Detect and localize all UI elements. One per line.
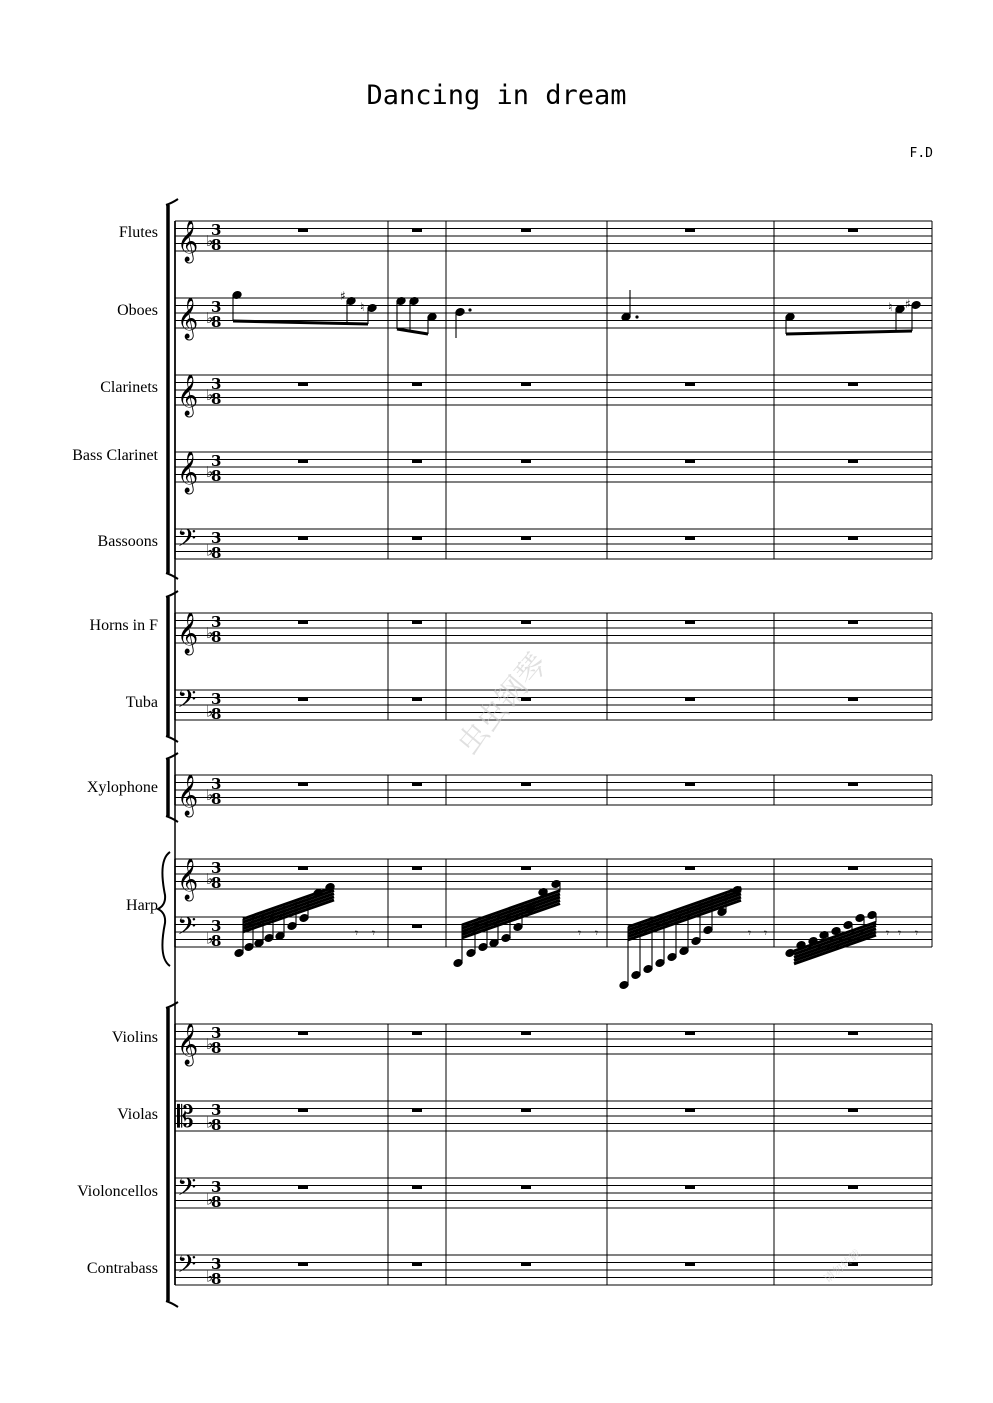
time-sig-denominator: 8 — [211, 544, 222, 562]
time-sig-denominator: 8 — [211, 1270, 222, 1288]
whole-rest — [685, 1185, 695, 1189]
time-sig-numerator: 3 — [211, 529, 222, 547]
whole-rest — [848, 536, 858, 540]
time-sig-denominator: 8 — [211, 1116, 222, 1134]
whole-rest — [412, 382, 422, 386]
eighth-rest: 𝄾 — [915, 926, 919, 940]
label-contrabass: Contrabass — [86, 1260, 158, 1277]
whole-rest — [412, 459, 422, 463]
time-sig-numerator: 3 — [211, 221, 222, 239]
sharp-accidental: ♯ — [340, 289, 346, 303]
brass-bracket-bottom — [166, 736, 178, 742]
flat-key-signature: ♭ — [206, 386, 214, 404]
woodwind-bracket-top — [166, 199, 178, 205]
flat-key-signature: ♭ — [206, 1113, 214, 1132]
time-sig-numerator: 3 — [211, 859, 222, 877]
harp-treble-rest — [298, 866, 308, 870]
whole-rest — [412, 228, 422, 232]
time-sig-denominator: 8 — [211, 313, 222, 331]
label-horns: Horns in F — [89, 617, 158, 634]
eighth-rest: 𝄾 — [898, 926, 902, 940]
whole-rest — [412, 697, 422, 701]
time-sig-numerator: 3 — [211, 1255, 222, 1273]
label-clarinets: Clarinets — [100, 379, 158, 396]
whole-rest — [298, 697, 308, 701]
time-sig-denominator: 8 — [211, 1193, 222, 1211]
eighth-rest: 𝄾 — [355, 926, 359, 940]
time-sig-numerator: 3 — [211, 917, 222, 935]
treble-clef: 𝄞 — [177, 375, 199, 416]
flat-key-signature: ♭ — [206, 786, 214, 804]
flat-key-signature: ♭ — [206, 309, 214, 327]
eighth-rest: 𝄾 — [748, 926, 752, 940]
harp-treble-rest — [685, 866, 695, 870]
flat-key-signature: ♭ — [206, 702, 214, 721]
whole-rest — [521, 1108, 531, 1112]
time-sig-denominator: 8 — [211, 790, 222, 808]
label-violoncellos: Violoncellos — [77, 1183, 158, 1200]
natural-accidental: ♮ — [360, 300, 365, 314]
note-beam — [233, 321, 368, 324]
whole-rest — [412, 536, 422, 540]
harp-bass-rest — [412, 924, 422, 928]
whole-rest — [848, 697, 858, 701]
flat-key-signature: ♭ — [206, 1267, 214, 1286]
whole-rest — [412, 620, 422, 624]
whole-rest — [521, 620, 531, 624]
whole-rest — [298, 1262, 308, 1266]
whole-rest — [521, 1031, 531, 1035]
time-sig-numerator: 3 — [211, 298, 222, 316]
eighth-rest: 𝄾 — [372, 926, 376, 940]
whole-rest — [298, 1031, 308, 1035]
whole-rest — [848, 1031, 858, 1035]
dot — [468, 308, 471, 311]
label-tuba: Tuba — [125, 694, 158, 711]
whole-rest — [685, 459, 695, 463]
whole-rest — [685, 228, 695, 232]
harp-treble-rest — [848, 866, 858, 870]
flat-key-signature: ♭ — [206, 624, 214, 642]
whole-rest — [848, 1108, 858, 1112]
time-sig-denominator: 8 — [211, 1039, 222, 1057]
note-beam — [462, 897, 560, 931]
whole-rest — [298, 228, 308, 232]
eighth-rest: 𝄾 — [578, 926, 582, 940]
strings-bracket-bottom — [166, 1301, 178, 1307]
whole-rest — [685, 536, 695, 540]
whole-rest — [298, 382, 308, 386]
time-sig-denominator: 8 — [211, 390, 222, 408]
percussion-bracket-bottom — [166, 816, 178, 822]
note-beam — [243, 894, 334, 926]
whole-rest — [298, 1108, 308, 1112]
alto-clef: 𝄡 — [177, 1100, 194, 1135]
time-sig-numerator: 3 — [211, 452, 222, 470]
treble-clef: 𝄞 — [177, 298, 199, 339]
treble-clef: 𝄞 — [177, 221, 199, 262]
whole-rest — [298, 782, 308, 786]
bass-clef: 𝄢 — [177, 524, 197, 559]
treble-clef: 𝄞 — [177, 613, 199, 654]
whole-rest — [521, 536, 531, 540]
whole-rest — [521, 382, 531, 386]
time-sig-denominator: 8 — [211, 932, 222, 950]
bass-clef: 𝄢 — [177, 685, 197, 720]
composer-name: F.D — [909, 146, 933, 161]
whole-rest — [685, 620, 695, 624]
note-beam — [397, 329, 428, 334]
label-oboes: Oboes — [117, 302, 158, 319]
whole-rest — [298, 620, 308, 624]
note-beam — [786, 331, 912, 334]
whole-rest — [521, 1262, 531, 1266]
label-violins: Violins — [111, 1029, 158, 1046]
flat-key-signature: ♭ — [206, 541, 214, 560]
whole-rest — [685, 782, 695, 786]
watermark-text: 虫虫钢琴 — [450, 647, 555, 762]
flat-key-signature: ♭ — [206, 929, 214, 948]
score-title: Dancing in dream — [366, 80, 627, 111]
whole-rest — [848, 782, 858, 786]
time-sig-numerator: 3 — [211, 690, 222, 708]
corner-watermark: 请勿转载 — [821, 1247, 864, 1286]
whole-rest — [685, 382, 695, 386]
dot — [635, 315, 638, 318]
whole-rest — [685, 697, 695, 701]
whole-rest — [412, 1262, 422, 1266]
whole-rest — [848, 1185, 858, 1189]
whole-rest — [685, 1262, 695, 1266]
whole-rest — [848, 620, 858, 624]
whole-rest — [521, 782, 531, 786]
whole-rest — [412, 782, 422, 786]
treble-clef: 𝄞 — [177, 775, 199, 816]
percussion-bracket-top — [166, 753, 178, 759]
whole-rest — [848, 459, 858, 463]
note-beam — [462, 894, 560, 928]
time-sig-denominator: 8 — [211, 236, 222, 254]
time-sig-denominator: 8 — [211, 467, 222, 485]
label-violas: Violas — [117, 1106, 158, 1123]
whole-rest — [298, 536, 308, 540]
time-sig-numerator: 3 — [211, 613, 222, 631]
whole-rest — [848, 228, 858, 232]
label-flutes: Flutes — [118, 224, 158, 241]
strings-bracket-top — [166, 1002, 178, 1008]
bass-clef: 𝄢 — [177, 912, 197, 947]
time-sig-numerator: 3 — [211, 375, 222, 393]
flat-key-signature: ♭ — [206, 463, 214, 481]
time-sig-numerator: 3 — [211, 775, 222, 793]
harp-treble-rest — [412, 866, 422, 870]
whole-rest — [685, 1031, 695, 1035]
whole-rest — [298, 1185, 308, 1189]
treble-clef: 𝄞 — [177, 1024, 199, 1065]
natural-accidental: ♮ — [888, 300, 893, 314]
time-sig-numerator: 3 — [211, 1178, 222, 1196]
flat-key-signature: ♭ — [206, 1190, 214, 1209]
time-sig-numerator: 3 — [211, 1024, 222, 1042]
time-sig-denominator: 8 — [211, 874, 222, 892]
woodwind-bracket-bottom — [166, 573, 178, 579]
flat-key-signature: ♭ — [206, 870, 214, 888]
whole-rest — [521, 228, 531, 232]
whole-rest — [521, 459, 531, 463]
treble-clef: 𝄞 — [177, 452, 199, 493]
eighth-rest: 𝄾 — [595, 926, 599, 940]
whole-rest — [685, 1108, 695, 1112]
flat-key-signature: ♭ — [206, 1035, 214, 1053]
sharp-accidental: ♯ — [905, 297, 911, 311]
whole-rest — [412, 1108, 422, 1112]
harp-brace — [158, 852, 170, 966]
whole-rest — [521, 1185, 531, 1189]
treble-clef: 𝄞 — [177, 859, 199, 900]
time-sig-numerator: 3 — [211, 1101, 222, 1119]
bass-clef: 𝄢 — [177, 1173, 197, 1208]
time-sig-denominator: 8 — [211, 628, 222, 646]
whole-rest — [412, 1185, 422, 1189]
eighth-rest: 𝄾 — [886, 926, 890, 940]
label-xylophone: Xylophone — [86, 779, 158, 796]
harp-treble-rest — [521, 866, 531, 870]
flat-key-signature: ♭ — [206, 232, 214, 250]
whole-rest — [298, 459, 308, 463]
whole-rest — [412, 1031, 422, 1035]
whole-rest — [848, 382, 858, 386]
label-bassoons: Bassoons — [97, 533, 158, 550]
brass-bracket-top — [166, 591, 178, 597]
label-bass-clarinet: Bass Clarinet — [72, 447, 158, 464]
label-harp: Harp — [126, 897, 158, 914]
bass-clef: 𝄢 — [177, 1250, 197, 1285]
eighth-rest: 𝄾 — [764, 926, 768, 940]
time-sig-denominator: 8 — [211, 705, 222, 723]
